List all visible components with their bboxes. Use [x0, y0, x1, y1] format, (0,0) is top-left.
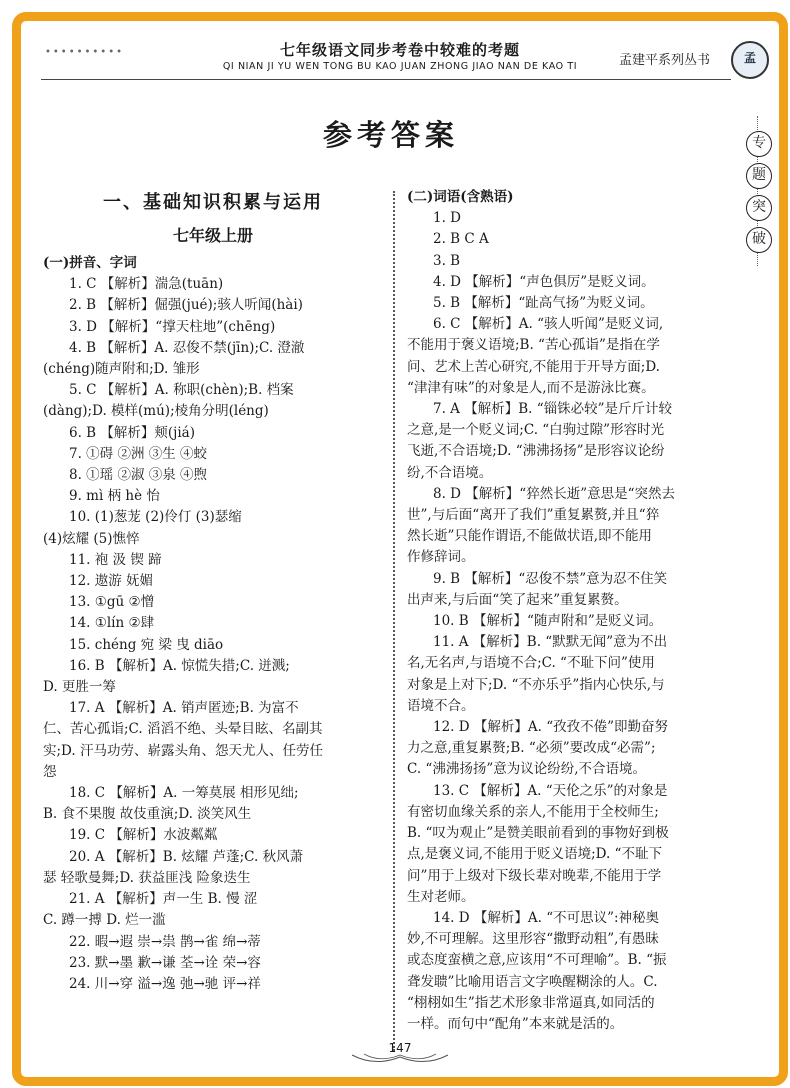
answer-list — [407, 208, 727, 1035]
answer-line: 5. C 【解析】A. 称职(chèn);B. 档案 — [69, 382, 294, 399]
answer-line: 2. B C A — [433, 231, 489, 248]
answer-line: 仁、苦心孤诣;C. 滔滔不绝、头晕目眩、名副其 — [43, 721, 323, 738]
page-title: 参考答案 — [322, 118, 459, 152]
category-heading: (一)拼音、字词 — [43, 255, 137, 271]
answer-list — [43, 274, 383, 995]
answer-line: 7. ①碍 ②洲 ③生 ④蛟 — [69, 445, 208, 462]
footer-ornament-icon — [350, 1051, 450, 1067]
answer-line: 聋发聩”比喻用语言文字唤醒糊涂的人。C. — [407, 973, 658, 990]
answer-line: 12. 遨游 妩媚 — [69, 573, 154, 590]
answer-line: (chéng)随声附和;D. 雏形 — [43, 361, 200, 378]
answer-line: 6. C 【解析】A. “骇人听闻”是贬义词, — [433, 316, 664, 333]
answer-line: B. 食不果腹 故伎重演;D. 淡笑风生 — [43, 806, 252, 823]
answer-line: 5. B 【解析】“趾高气扬”为贬义词。 — [433, 295, 654, 312]
answer-line: 3. D 【解析】“撑天柱地”(chēng) — [69, 318, 276, 335]
answer-line: 出声来,与后面“笑了起来”重复累赘。 — [407, 591, 628, 608]
answer-line: 7. A 【解析】B. “锱铢必较”是斤斤计较 — [433, 401, 673, 418]
answer-line: 问、艺术上苦心研究,不能用于开导方面;D. — [407, 358, 660, 375]
left-column — [43, 187, 383, 995]
column-divider — [393, 191, 395, 1051]
answer-line: “津津有味”的对象是人,而不是游泳比赛。 — [407, 379, 655, 396]
answer-line: 22. 暇→遐 崇→祟 鹊→雀 绵→蒂 — [69, 933, 261, 950]
series-logo-icon: 孟 — [731, 41, 769, 79]
answer-line: 18. C 【解析】A. 一筹莫展 相形见绌; — [69, 785, 299, 802]
answer-line: 13. C 【解析】A. “天伦之乐”的对象是 — [433, 782, 668, 799]
answer-line: 2. B 【解析】倔强(jué);骇人听闻(hài) — [69, 297, 303, 314]
answer-line: 纷,不合语境。 — [407, 464, 493, 481]
page-frame — [12, 12, 788, 1086]
answer-line: 4. D 【解析】“声色俱厉”是贬义词。 — [433, 273, 655, 290]
section-title: 一、基础知识积累与运用 — [103, 192, 323, 213]
answer-line: 3. B — [433, 252, 461, 269]
answer-line: 语境不合。 — [407, 697, 475, 714]
answer-line: 问”用于上级对下级长辈对晚辈,不能用于学 — [407, 867, 662, 884]
answer-line: 瑟 轻歌曼舞;D. 获益匪浅 险象迭生 — [43, 869, 251, 886]
answer-line: 实;D. 汗马功劳、崭露头角、怨天尤人、任劳任 — [43, 742, 323, 759]
header-rule — [41, 79, 731, 80]
answer-line: 妙,不可理解。这里形容“撒野动粗”,有愚昧 — [407, 931, 659, 948]
answer-line: 19. C 【解析】水波粼粼 — [69, 827, 218, 844]
answer-line: 14. D 【解析】A. “不可思议”:神秘奥 — [433, 909, 660, 926]
answer-line: 不能用于褒义语境;B. “苦心孤诣”是指在学 — [407, 337, 660, 354]
answer-line: 点,是褒义词,不能用于贬义语境;D. “不耻下 — [407, 846, 662, 863]
answer-line: 世”,与后面“离开了我们”重复累赘,并且“猝 — [407, 507, 660, 524]
document-page — [21, 21, 779, 1077]
answer-line: 有密切血缘关系的亲人,不能用于全校师生; — [407, 803, 659, 820]
answer-line: 23. 默→墨 歉→谦 荃→诠 荣→容 — [69, 954, 261, 971]
answer-line: 1. D — [433, 210, 461, 227]
answer-line: B. “叹为观止”是赞美眼前看到的事物好到极 — [407, 825, 669, 842]
answer-line: 9. mì 柄 hè 怡 — [69, 488, 160, 505]
answer-line: 1. C 【解析】湍急(tuān) — [69, 276, 224, 293]
header-dots: •••••••••• — [45, 47, 124, 58]
header-subtitle: QI NIAN JI YU WEN TONG BU KAO JUAN ZHONG JIAO NAN DE KAO TI — [222, 61, 578, 72]
answer-line: 24. 川→穿 溢→逸 弛→驰 评→祥 — [69, 975, 261, 992]
answer-line: 怨 — [43, 763, 57, 780]
answer-line: 15. chéng 宛 梁 曳 diāo — [69, 636, 224, 653]
answer-line: 6. B 【解析】颊(jiá) — [69, 424, 195, 441]
grade-title: 七年级上册 — [172, 226, 253, 245]
page-number: 147 — [388, 1041, 412, 1055]
answer-line: 17. A 【解析】A. 销声匿迹;B. 为富不 — [69, 700, 299, 717]
answer-line: 21. A 【解析】声一生 B. 慢 涩 — [69, 891, 258, 908]
answer-line: 作修辞词。 — [407, 549, 475, 566]
answer-line: (4)炫耀 (5)憔悴 — [43, 530, 140, 547]
answer-line: 14. ①lín ②肆 — [69, 615, 155, 632]
answer-line: 11. 袍 汲 锲 蹄 — [69, 551, 162, 568]
answer-line: 生对老师。 — [407, 888, 475, 905]
answer-line: C. “沸沸扬扬”意为议论纷纷,不合语境。 — [407, 761, 647, 778]
answer-line: 10. B 【解析】“随声附和”是贬义词。 — [433, 613, 663, 630]
answer-line: 8. ①瑶 ②淑 ③泉 ④煦 — [69, 467, 208, 484]
side-badge: 专 — [746, 131, 772, 157]
answer-line: C. 蹲一搏 D. 烂一滥 — [43, 912, 166, 929]
answer-line: 力之意,重复累赘;B. “必须”要改成“必需”; — [407, 740, 656, 757]
answer-line: 名,无名声,与语境不合;C. “不耻下问”使用 — [407, 655, 655, 672]
answer-line: 8. D 【解析】“猝然长逝”意思是“突然去 — [433, 485, 675, 502]
series-name: 孟建平系列丛书 — [619, 53, 711, 68]
answer-line: (dàng);D. 模样(mú);棱角分明(léng) — [43, 403, 269, 420]
side-badge: 突 — [746, 195, 772, 221]
answer-line: D. 更胜一筹 — [43, 679, 116, 696]
answer-line: 20. A 【解析】B. 炫耀 芦蓬;C. 秋风萧 — [69, 848, 304, 865]
page-header — [21, 21, 779, 87]
answer-line: 10. (1)葱茏 (2)伶仃 (3)瑟缩 — [69, 509, 242, 526]
answer-line: “栩栩如生”指艺术形象非常逼真,如同活的 — [407, 994, 655, 1011]
answer-line: 12. D 【解析】A. “孜孜不倦”即勤奋努 — [433, 719, 669, 736]
header-title: 七年级语文同步考卷中较难的考题 — [279, 41, 520, 59]
answer-line: 飞逝,不合语境;D. “沸沸扬扬”是形容议论纷 — [407, 443, 665, 460]
side-badge: 题 — [746, 163, 772, 189]
right-column — [407, 187, 727, 1035]
answer-line: 16. B 【解析】A. 惊慌失措;C. 迸溅; — [69, 657, 290, 674]
answer-line: 然长逝”只能作谓语,不能做状语,即不能用 — [407, 528, 652, 545]
answer-line: 11. A 【解析】B. “默默无闻”意为不出 — [433, 634, 668, 651]
answer-line: 或态度蛮横之意,应该用“不可理喻”。B. “振 — [407, 952, 667, 969]
answer-line: 13. ①gū ②憎 — [69, 594, 155, 611]
answer-line: 一样。而句中“配角”本来就是活的。 — [407, 1015, 624, 1032]
answer-line: 对象是上对下;D. “不亦乐乎”指内心快乐,与 — [407, 676, 665, 693]
answer-line: 之意,是一个贬义词;C. “白驹过隙”形容时光 — [407, 422, 665, 439]
answer-line: 4. B 【解析】A. 忍俊不禁(jīn);C. 澄澈 — [69, 339, 305, 356]
answer-line: 9. B 【解析】“忍俊不禁”意为忍不住笑 — [433, 570, 668, 587]
side-badge: 破 — [746, 227, 772, 253]
category-heading: (二)词语(含熟语) — [407, 189, 514, 205]
